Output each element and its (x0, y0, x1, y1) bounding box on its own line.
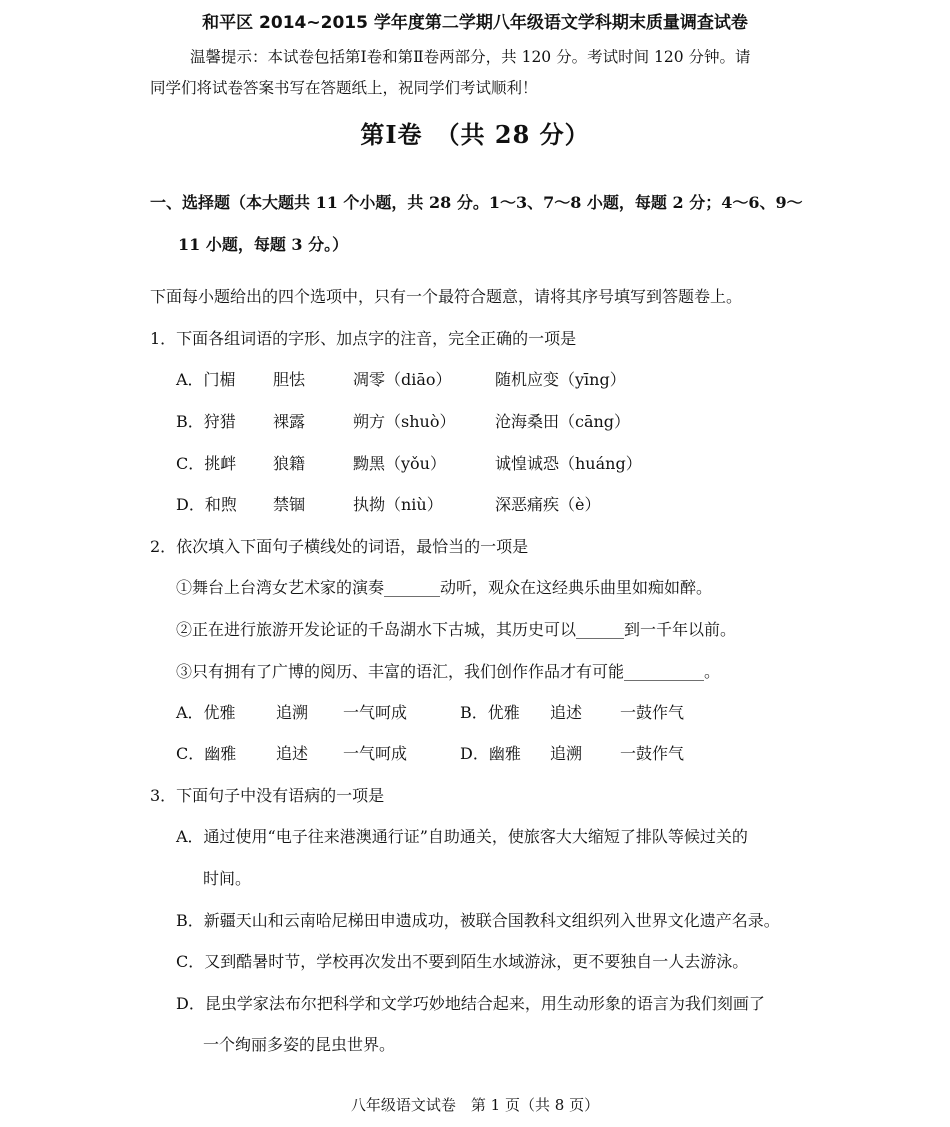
section-heading-line-2: 11 小题，每题 3 分。） (178, 235, 349, 254)
option-word: 一气呵成 (343, 703, 408, 722)
q3-option-b: B．新疆天山和云南哈尼梯田申遗成功，被联合国教科文组织列入世界文化遗产名录。 (176, 911, 780, 930)
option-label: C．幽雅 (176, 744, 237, 763)
option-word: 沧海桑田（cāng） (495, 412, 631, 431)
option-word: 执拗（niù） (353, 495, 443, 514)
part-heading: 第Ⅰ卷 （共 28 分） (360, 120, 590, 149)
option-word: 凋零（diāo） (353, 370, 452, 389)
tip-line-2: 同学们将试卷答案书写在答题纸上，祝同学们考试顺利！ (150, 79, 538, 97)
option-word: 黝黑（yǒu） (353, 454, 446, 473)
page-footer: 八年级语文试卷 第 1 页（共 8 页） (350, 1096, 600, 1114)
option-label: C．挑衅 (176, 454, 237, 473)
q2-sentence-2: ②正在进行旅游开发论证的千岛湖水下古城，其历史可以______到一千年以前。 (176, 620, 737, 639)
q2-sentence-3: ③只有拥有了广博的阅历、丰富的语汇，我们创作作品才有可能__________。 (176, 662, 721, 681)
q3-option-d-line-1: D．昆虫学家法布尔把科学和文学巧妙地结合起来，用生动形象的语言为我们刻画了 (176, 994, 765, 1013)
option-word: 裸露 (273, 412, 306, 431)
option-word: 一鼓作气 (620, 744, 685, 763)
option-label: A．门楣 (176, 370, 236, 389)
section-heading-line-1: 一、选择题（本大题共 11 个小题，共 28 分。1～3、7～8 小题，每题 2 分；4～6、9～ (150, 193, 803, 212)
option-label: D．和煦 (176, 495, 237, 514)
option-word: 诚惶诚恐（huáng） (495, 454, 642, 473)
q3-option-a-line-1: A．通过使用“电子往来港澳通行证”自助通关，使旅客大大缩短了排队等候过关的 (176, 827, 748, 846)
q3-option-d-line-2: 一个绚丽多姿的昆虫世界。 (203, 1035, 396, 1054)
option-word: 随机应变（yīng） (495, 370, 626, 389)
option-word: 深恶痛疾（è） (495, 495, 601, 514)
exam-title: 和平区 2014~2015 学年度第二学期八年级语文学科期末质量调查试卷 (202, 13, 748, 33)
option-word: 胆怯 (273, 370, 306, 389)
question-3-stem: 3．下面句子中没有语病的一项是 (150, 786, 385, 805)
option-word: 追溯 (550, 744, 583, 763)
q2-sentence-1: ①舞台上台湾女艺术家的演奏_______动听，观众在这经典乐曲里如痴如醉。 (176, 578, 713, 597)
option-word: 狼籍 (273, 454, 306, 473)
question-2-stem: 2．依次填入下面句子横线处的词语，最恰当的一项是 (150, 537, 529, 556)
question-1-stem: 1．下面各组词语的字形、加点字的注音，完全正确的一项是 (150, 329, 577, 348)
q3-option-a-line-2: 时间。 (203, 869, 252, 888)
section-instruction: 下面每小题给出的四个选项中，只有一个最符合题意，请将其序号填写到答题卷上。 (150, 287, 743, 306)
option-label: D．幽雅 (460, 744, 521, 763)
option-word: 追溯 (276, 703, 309, 722)
option-word: 追述 (276, 744, 309, 763)
option-word: 一气呵成 (343, 744, 408, 763)
option-label: B．优雅 (460, 703, 520, 722)
tip-line-1: 温馨提示：本试卷包括第Ⅰ卷和第Ⅱ卷两部分，共 120 分。考试时间 120 分钟。请 (190, 48, 751, 66)
option-word: 禁锢 (273, 495, 306, 514)
option-word: 追述 (550, 703, 583, 722)
option-word: 朔方（shuò） (353, 412, 456, 431)
q3-option-c: C．又到酷暑时节，学校再次发出不要到陌生水域游泳，更不要独自一人去游泳。 (176, 952, 749, 971)
option-label: B．狩猎 (176, 412, 236, 431)
option-word: 一鼓作气 (620, 703, 685, 722)
option-label: A．优雅 (176, 703, 236, 722)
